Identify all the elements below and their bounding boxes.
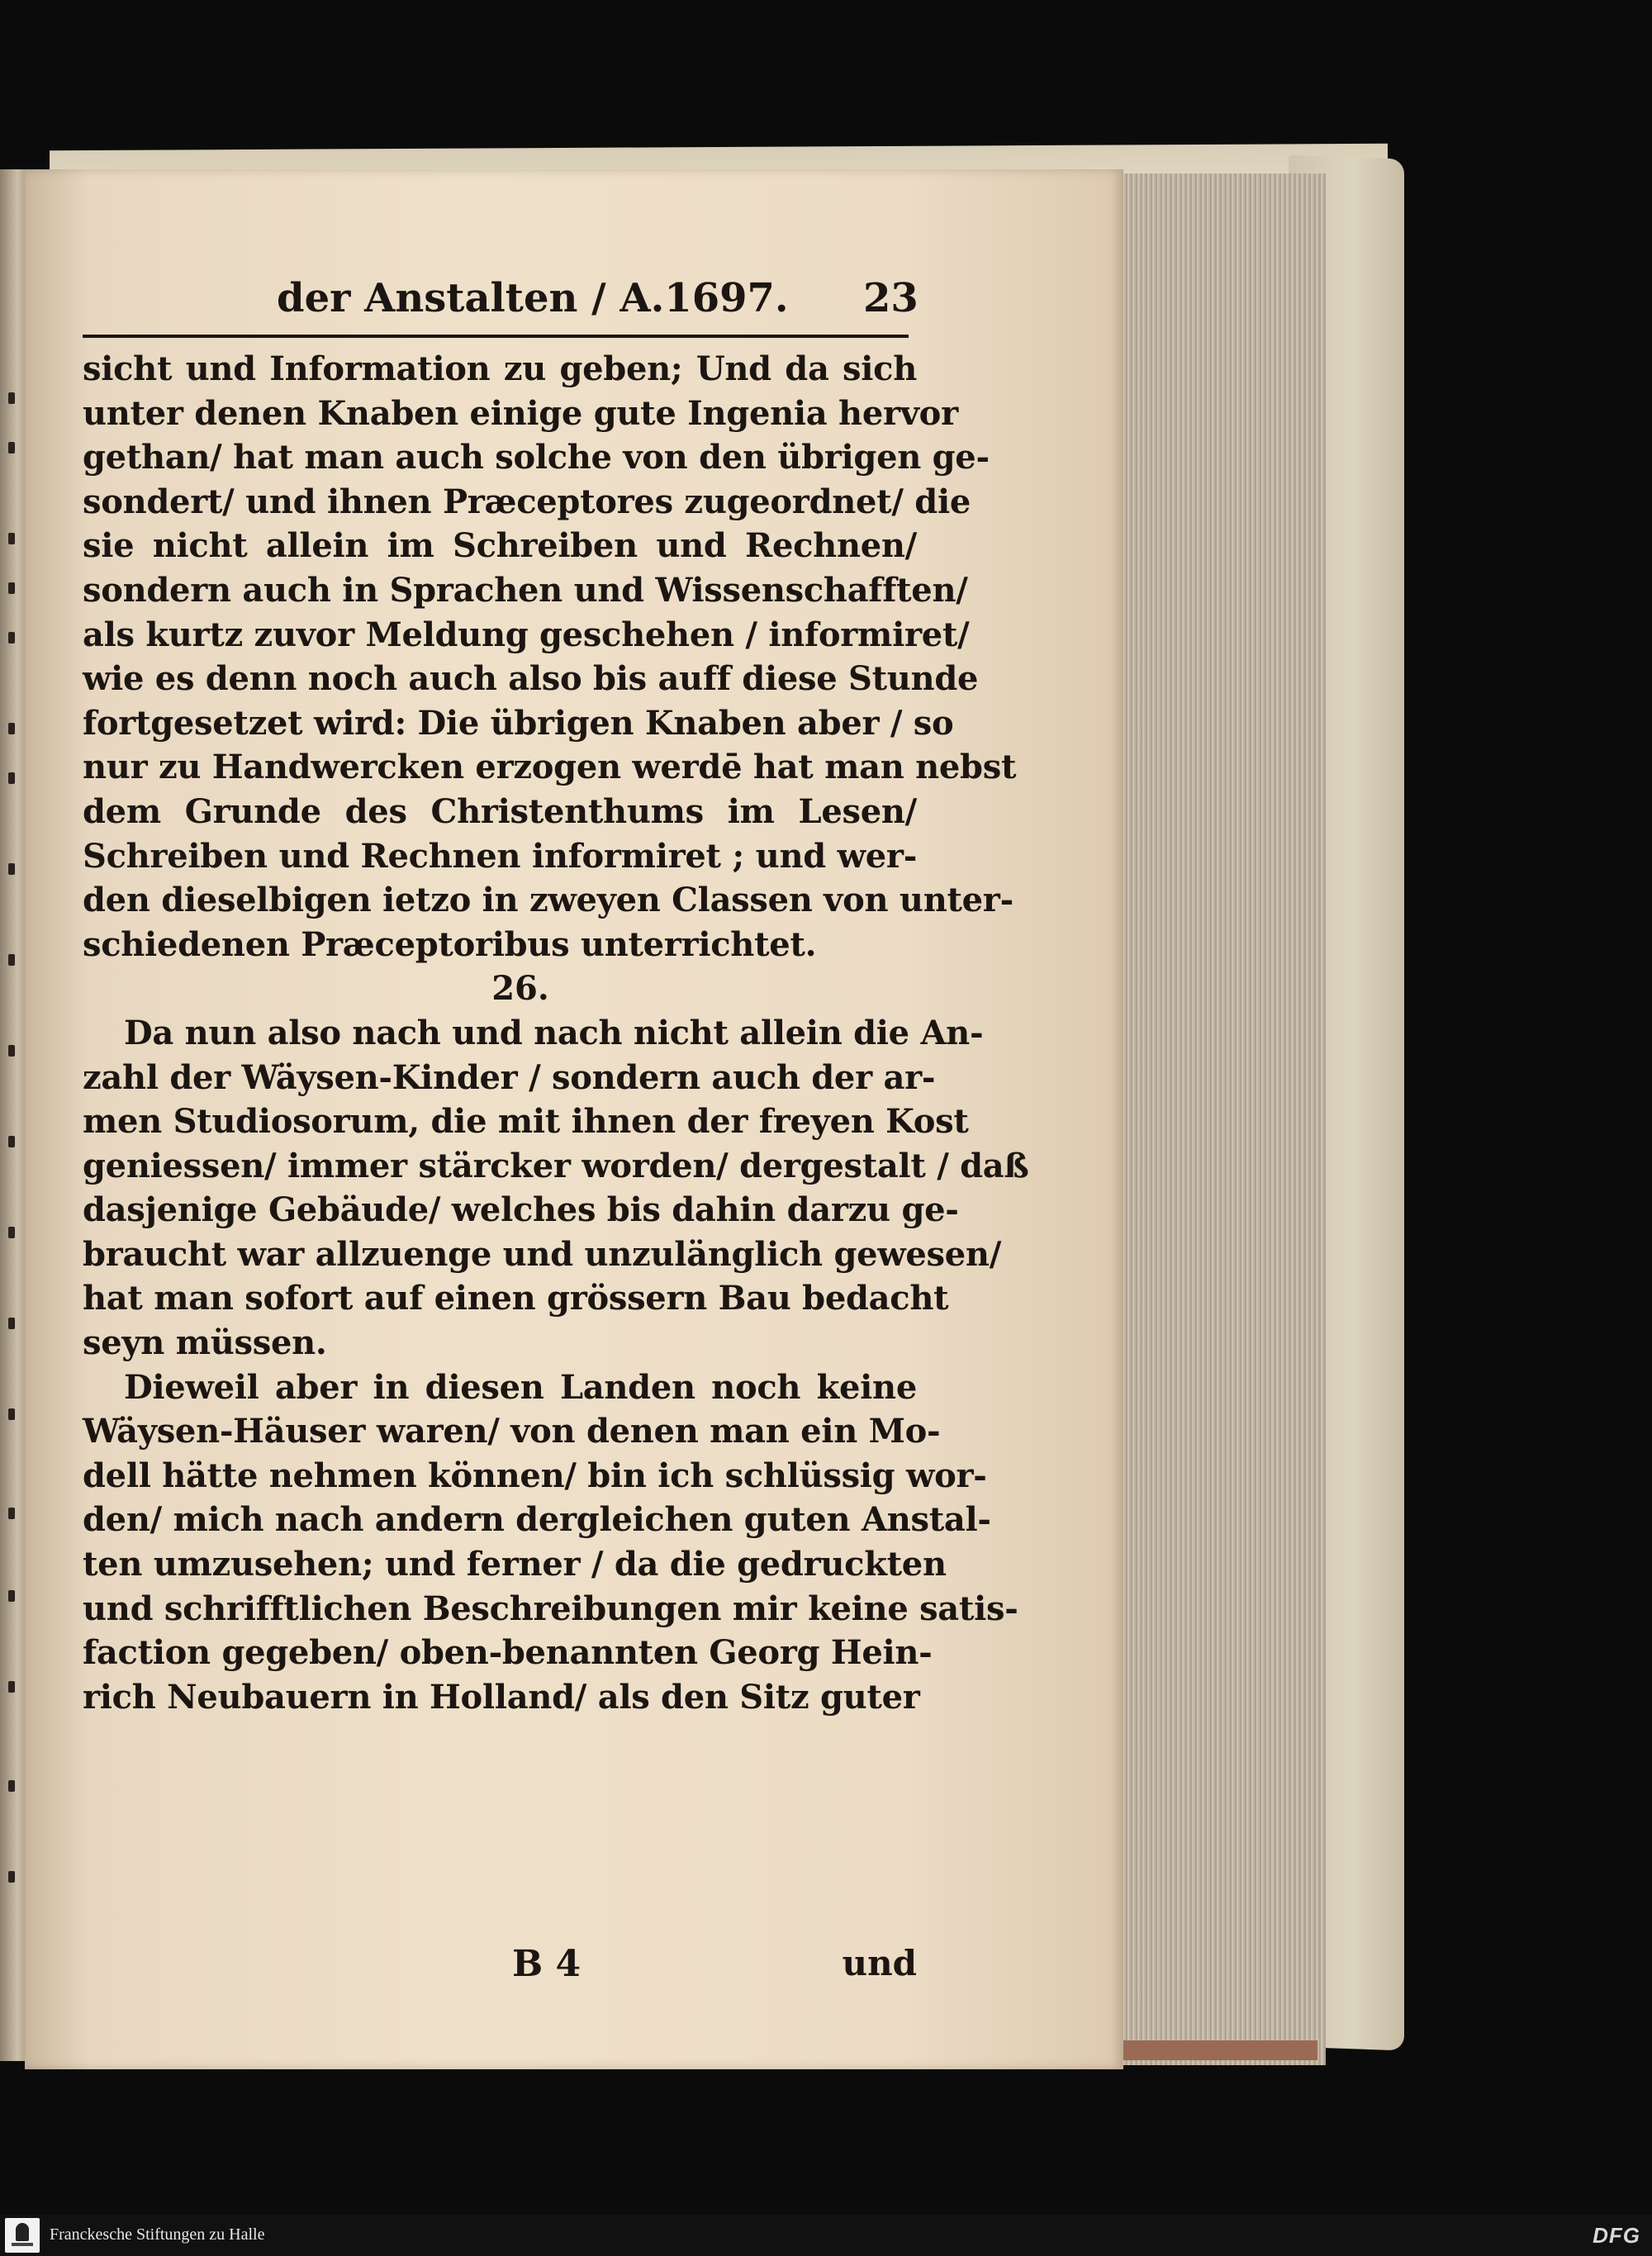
page-footer <box>83 1943 917 1992</box>
text-line: den/ mich nach andern dergleichen guten Anstal- <box>83 1500 991 1540</box>
facing-page-letter <box>8 442 15 454</box>
facing-page-letter <box>8 1590 15 1602</box>
text-line: zahl der Wäysen-Kinder / sondern auch der ar- <box>83 1057 936 1097</box>
text-line: sie nicht allein im Schreiben und Rechnen/ <box>83 526 917 566</box>
facing-page-letter <box>8 772 15 784</box>
facing-page-letter <box>8 582 15 594</box>
text-line: sondern auch in Sprachen und Wissenschafften/ <box>83 570 968 610</box>
text-line: faction gegeben/ oben-benannten Georg Hein- <box>83 1633 933 1673</box>
text-line: hat man sofort auf einen grössern Bau bedacht <box>83 1279 949 1318</box>
text-line: sondert/ und ihnen Præceptores zugeordnet/ die <box>83 482 971 521</box>
page-edges-bottom <box>1115 2040 1317 2060</box>
facing-page-sliver <box>0 169 25 2061</box>
facing-page-letter <box>8 1045 15 1057</box>
text-line: geniessen/ immer stärcker worden/ dergestalt / daß <box>83 1146 1029 1185</box>
text-line: als kurtz zuvor Meldung geschehen / informiret/ <box>83 615 970 654</box>
dfg-logo[interactable]: DFG <box>1593 2223 1640 2248</box>
signature-mark: B 4 <box>512 1943 582 1985</box>
text-line: ten umzusehen; und ferner / da die gedruckten <box>83 1545 947 1584</box>
text-line: unter denen Knaben einige gute Ingenia hervor <box>83 393 958 433</box>
text-line: schiedenen Præceptoribus unterrichtet. <box>83 924 817 964</box>
text-line: braucht war allzuenge und unzulänglich gewesen/ <box>83 1234 1002 1274</box>
logo-mark <box>16 2223 29 2241</box>
facing-page-letter <box>8 723 15 734</box>
facing-page-letter <box>8 1780 15 1792</box>
text-line: fortgesetzet wird: Die übrigen Knaben aber / so <box>83 703 954 743</box>
facing-page-letter <box>8 1408 15 1420</box>
logo-base <box>12 2243 33 2246</box>
facing-page-letter <box>8 1227 15 1238</box>
page-edges <box>1115 173 1326 2065</box>
text-line: rich Neubauern in Holland/ als den Sitz guter <box>83 1677 920 1717</box>
text-line: den dieselbigen ietzo in zweyen Classen von unter- <box>83 881 1014 920</box>
text-line: und schrifftlichen Beschreibungen mir keine satis- <box>83 1589 1018 1628</box>
page-number: 23 <box>863 275 919 321</box>
facing-page-letter <box>8 533 15 544</box>
facing-page-letter <box>8 1136 15 1147</box>
text-line: Schreiben und Rechnen informiret ; und wer- <box>83 836 917 876</box>
facing-page-letter <box>8 954 15 966</box>
text-line: Da nun also nach und nach nicht allein die An- <box>124 1013 984 1052</box>
facing-page-letter <box>8 1681 15 1693</box>
facing-page-letter <box>8 1871 15 1883</box>
text-line: dell hätte nehmen können/ bin ich schlüssig wor- <box>83 1456 987 1495</box>
facing-page-letter <box>8 1508 15 1519</box>
institution-name[interactable]: Franckesche Stiftungen zu Halle <box>50 2225 265 2244</box>
text-line: sicht und Information zu geben; Und da sich <box>83 349 917 388</box>
text-line: dem Grunde des Christenthums im Lesen/ <box>83 791 917 831</box>
facing-page-letter <box>8 1318 15 1329</box>
running-head: der Anstalten / A.1697. <box>277 275 789 321</box>
text-block <box>83 347 1029 1719</box>
francke-foundation-logo-icon[interactable] <box>5 2218 40 2253</box>
catchword: und <box>842 1943 917 1983</box>
facing-page-letter <box>8 632 15 644</box>
text-line: Dieweil aber in diesen Landen noch keine <box>124 1367 917 1407</box>
text-line: gethan/ hat man auch solche von den übrigen ge- <box>83 438 990 477</box>
text-line: nur zu Handwercken erzogen werdē hat man nebst <box>83 748 1017 787</box>
text-line: seyn müssen. <box>83 1323 327 1363</box>
facing-page-letter <box>8 392 15 404</box>
text-line: wie es denn noch auch also bis auff diese Stunde <box>83 659 979 699</box>
text-line: men Studiosorum, die mit ihnen der freyen Kost <box>83 1102 969 1142</box>
section-number: 26. <box>491 969 549 1009</box>
viewer-footer-bar <box>0 2215 1652 2256</box>
facing-page-letter <box>8 863 15 875</box>
text-line: Wäysen-Häuser waren/ von denen man ein Mo- <box>83 1412 941 1451</box>
text-line: dasjenige Gebäude/ welches bis dahin darzu ge- <box>83 1190 959 1230</box>
head-rule <box>83 335 909 338</box>
